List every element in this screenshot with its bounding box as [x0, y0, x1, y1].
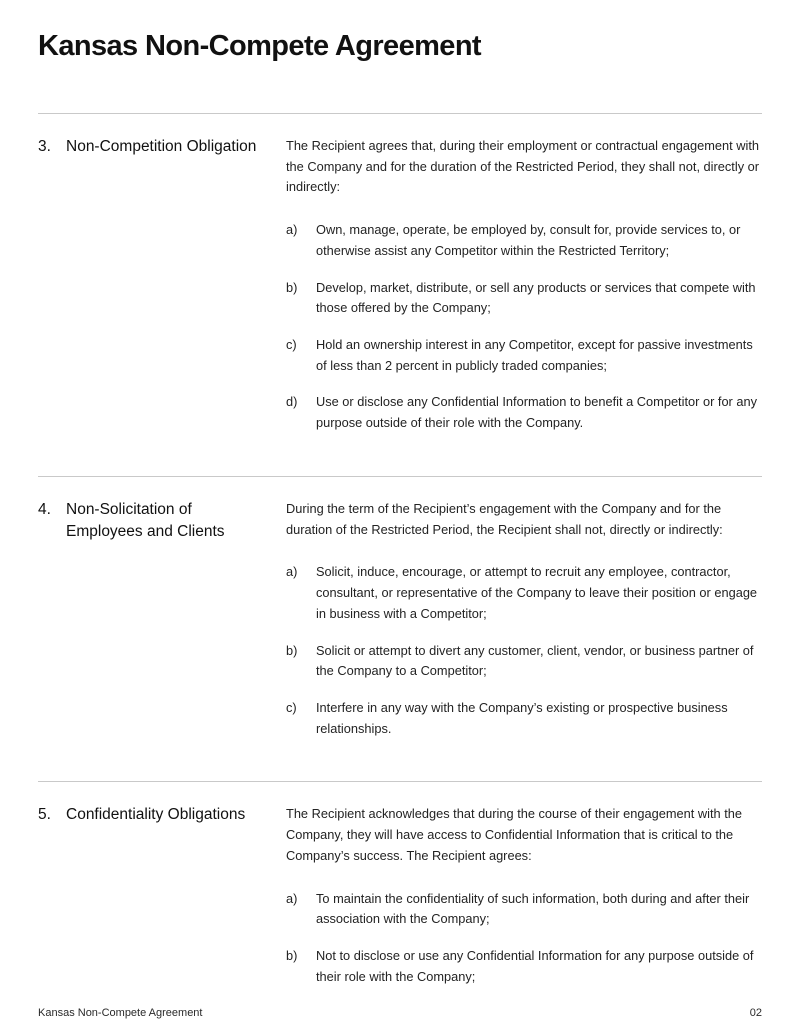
clause-text: Not to disclose or use any Confidential Information for any purpose outside of their role with the Company;	[316, 947, 754, 984]
section-intro: During the term of the Recipient’s engagement with the Company and for the duration of the Restricted Period, the Recipient shall not, directly or indirectly:	[286, 500, 723, 537]
section-intro: The Recipient acknowledges that during the course of their engagement with the Company, they will have access to Confidential Information that is critical to the Company’s success. The Recipient agrees:	[286, 806, 742, 863]
clause-text: Use or disclose any Confidential Information to benefit a Competitor or for any purpose outside of their role with the Company.	[316, 394, 758, 431]
clause-text: To maintain the confidentiality of such information, both during and after their association with the Company;	[316, 890, 750, 927]
clause-label: a)	[286, 222, 298, 238]
section-non-solicitation	[38, 477, 762, 781]
section-body	[286, 136, 762, 434]
section-heading-block	[38, 136, 286, 434]
section-heading: Non-Competition Obligation	[66, 138, 257, 155]
page-title: Kansas Non-Compete Agreement	[38, 30, 481, 62]
section-body	[286, 804, 762, 987]
clause-label: a)	[286, 564, 298, 580]
clause-text: Solicit, induce, encourage, or attempt to recruit any employee, contractor, consultant, or representative of the Company to leave their position or engage in business with a Competitor;	[316, 564, 758, 621]
section-number: 4.	[38, 500, 51, 518]
section-number: 3.	[38, 138, 51, 155]
clause-text: Hold an ownership interest in any Competitor, except for passive investments of less than 2 percent in publicly traded companies;	[316, 337, 753, 373]
clause-label: b)	[286, 279, 298, 295]
section-intro: The Recipient agrees that, during their employment or contractual engagement with the Company and for the duration of the Restricted Period, they shall not, directly or indirectly:	[286, 138, 760, 195]
clause-label: b)	[286, 642, 298, 658]
section-heading-block	[38, 499, 286, 739]
footer-page-number: 02	[749, 1007, 762, 1019]
section-heading: Confidentiality Obligations	[66, 806, 246, 824]
clause-a	[286, 889, 762, 930]
clause-b	[286, 946, 762, 987]
page-footer	[38, 1007, 762, 1019]
clause-c	[286, 335, 762, 376]
clause-label: c)	[286, 337, 297, 353]
clause-label: c)	[286, 699, 297, 715]
section-body	[286, 499, 762, 739]
clause-a	[286, 562, 762, 624]
section-heading-block	[38, 804, 286, 987]
clause-label: d)	[286, 394, 298, 410]
clause-a	[286, 220, 762, 261]
clause-text: Solicit or attempt to divert any customer, client, vendor, or business partner of the Company to a Competitor;	[316, 642, 754, 679]
clause-text: Interfere in any way with the Company’s existing or prospective business relationships.	[316, 699, 728, 736]
clause-label: b)	[286, 947, 298, 963]
clause-c	[286, 698, 762, 739]
clause-label: a)	[286, 890, 298, 906]
clause-b	[286, 278, 762, 319]
section-number: 5.	[38, 806, 51, 824]
footer-document-title: Kansas Non-Compete Agreement	[38, 1007, 203, 1019]
section-non-competition-obligation	[38, 114, 762, 476]
clause-b	[286, 641, 762, 682]
clause-d	[286, 392, 762, 433]
clause-text: Own, manage, operate, be employed by, consult for, provide services to, or otherwise assist any Competitor within the Restricted Territory;	[316, 222, 741, 258]
clause-text: Develop, market, distribute, or sell any products or services that compete with those offered by the Company;	[316, 279, 756, 316]
section-heading: Non-Solicitation of Employees and Clients	[66, 500, 225, 541]
section-confidentiality-obligations	[38, 782, 762, 1029]
